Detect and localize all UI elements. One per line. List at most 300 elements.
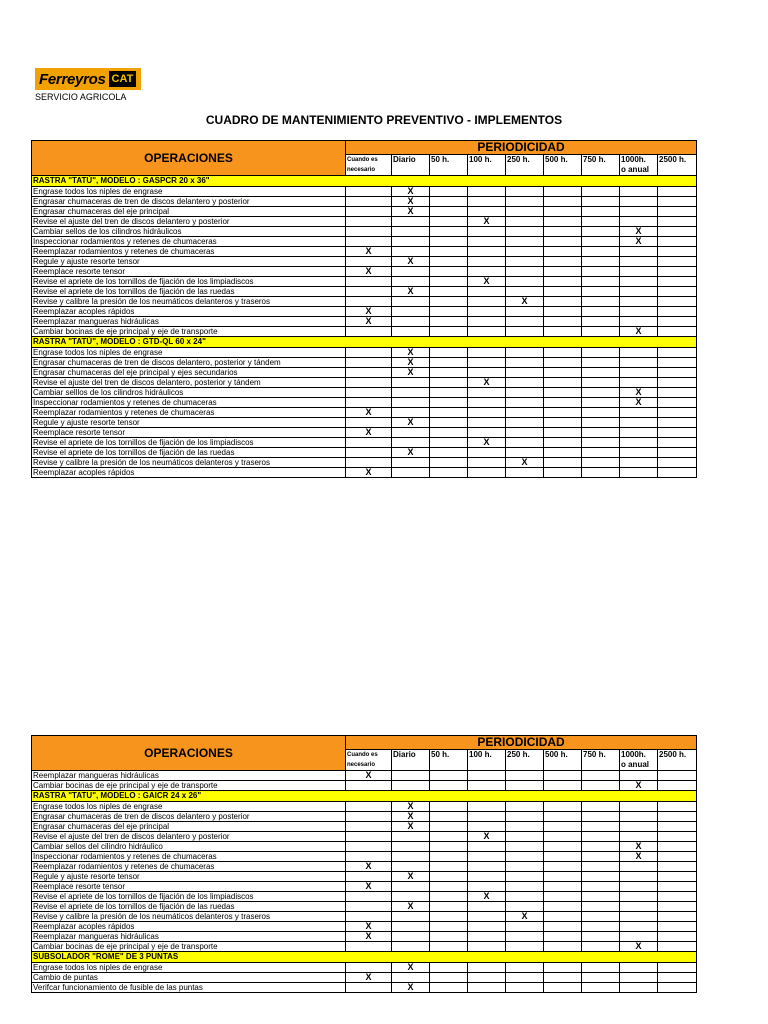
empty-cell	[346, 781, 392, 791]
empty-cell	[506, 388, 544, 398]
period-column-header: Diario	[392, 750, 430, 771]
empty-cell	[468, 307, 506, 317]
empty-cell	[430, 832, 468, 842]
empty-cell	[582, 872, 620, 882]
empty-cell	[544, 781, 582, 791]
empty-cell	[468, 458, 506, 468]
empty-cell	[620, 872, 658, 882]
table-row	[32, 408, 697, 418]
empty-cell	[582, 781, 620, 791]
empty-cell	[658, 771, 697, 781]
empty-cell	[392, 327, 430, 337]
period-label-line: 1000h.	[621, 155, 646, 164]
empty-cell	[544, 902, 582, 912]
empty-cell	[658, 942, 697, 952]
empty-cell	[430, 408, 468, 418]
empty-cell	[468, 902, 506, 912]
empty-cell	[430, 277, 468, 287]
empty-cell	[506, 287, 544, 297]
empty-cell	[544, 327, 582, 337]
empty-cell	[620, 932, 658, 942]
empty-cell	[468, 932, 506, 942]
empty-cell	[430, 842, 468, 852]
empty-cell	[346, 812, 392, 822]
empty-cell	[620, 257, 658, 267]
period-label-line: 1000h.	[621, 750, 646, 759]
empty-cell	[392, 781, 430, 791]
operation-cell: Revise el apriete de los tornillos de fijación de las ruedas	[32, 448, 346, 458]
empty-cell	[544, 812, 582, 822]
frequency-mark: X	[346, 267, 392, 277]
period-column-header: 750 h.	[582, 155, 620, 176]
empty-cell	[392, 297, 430, 307]
period-label-line: Cuando es	[347, 752, 378, 758]
operation-cell: Engrase todos los niples de engrase	[32, 963, 346, 973]
operation-cell: Reemplazar mangueras hidráulicas	[32, 317, 346, 327]
empty-cell	[582, 307, 620, 317]
period-column-header: 250 h.	[506, 750, 544, 771]
table-row	[32, 317, 697, 327]
empty-cell	[582, 398, 620, 408]
frequency-mark: X	[346, 862, 392, 872]
empty-cell	[658, 862, 697, 872]
section-title: RASTRA "TATÚ", MODELO : GTD-QL 60 x 24"	[32, 337, 697, 348]
operation-cell: Cambio de puntas	[32, 973, 346, 983]
empty-cell	[468, 317, 506, 327]
empty-cell	[582, 438, 620, 448]
empty-cell	[544, 257, 582, 267]
table-row	[32, 428, 697, 438]
empty-cell	[544, 932, 582, 942]
empty-cell	[506, 852, 544, 862]
frequency-mark: X	[392, 368, 430, 378]
empty-cell	[506, 842, 544, 852]
empty-cell	[468, 942, 506, 952]
empty-cell	[544, 398, 582, 408]
empty-cell	[582, 912, 620, 922]
empty-cell	[582, 882, 620, 892]
empty-cell	[430, 428, 468, 438]
empty-cell	[658, 832, 697, 842]
empty-cell	[582, 932, 620, 942]
empty-cell	[620, 862, 658, 872]
empty-cell	[392, 973, 430, 983]
table-row	[32, 983, 697, 993]
empty-cell	[430, 358, 468, 368]
table-row	[32, 297, 697, 307]
empty-cell	[582, 237, 620, 247]
empty-cell	[582, 187, 620, 197]
empty-cell	[544, 317, 582, 327]
empty-cell	[430, 912, 468, 922]
empty-cell	[468, 368, 506, 378]
empty-cell	[430, 932, 468, 942]
empty-cell	[346, 358, 392, 368]
frequency-mark: X	[392, 822, 430, 832]
empty-cell	[346, 983, 392, 993]
operations-header: OPERACIONES	[32, 141, 346, 176]
empty-cell	[658, 307, 697, 317]
empty-cell	[346, 227, 392, 237]
empty-cell	[620, 247, 658, 257]
empty-cell	[544, 307, 582, 317]
operation-cell: Engrasar chumaceras del eje principal	[32, 822, 346, 832]
empty-cell	[620, 812, 658, 822]
empty-cell	[620, 187, 658, 197]
operation-cell: Cambiar selllos de los cilindros hidráulicos	[32, 388, 346, 398]
empty-cell	[620, 822, 658, 832]
empty-cell	[346, 398, 392, 408]
frequency-mark: X	[392, 418, 430, 428]
empty-cell	[430, 922, 468, 932]
empty-cell	[392, 307, 430, 317]
empty-cell	[582, 227, 620, 237]
empty-cell	[468, 358, 506, 368]
empty-cell	[430, 781, 468, 791]
empty-cell	[468, 187, 506, 197]
empty-cell	[430, 297, 468, 307]
period-column-header: 100 h.	[468, 750, 506, 771]
period-column-header	[620, 750, 658, 771]
empty-cell	[620, 418, 658, 428]
empty-cell	[544, 378, 582, 388]
empty-cell	[544, 247, 582, 257]
empty-cell	[392, 408, 430, 418]
empty-cell	[430, 418, 468, 428]
empty-cell	[582, 368, 620, 378]
period-column-header	[346, 155, 392, 176]
frequency-mark: X	[392, 257, 430, 267]
empty-cell	[468, 963, 506, 973]
empty-cell	[506, 963, 544, 973]
empty-cell	[582, 207, 620, 217]
empty-cell	[658, 388, 697, 398]
empty-cell	[392, 237, 430, 247]
empty-cell	[658, 912, 697, 922]
table-row	[32, 187, 697, 197]
empty-cell	[582, 802, 620, 812]
empty-cell	[620, 882, 658, 892]
empty-cell	[468, 983, 506, 993]
empty-cell	[392, 317, 430, 327]
empty-cell	[544, 468, 582, 478]
empty-cell	[346, 842, 392, 852]
period-column-header: 2500 h.	[658, 155, 697, 176]
empty-cell	[430, 257, 468, 267]
empty-cell	[620, 217, 658, 227]
operation-cell: Inspeccionar rodamientos y retenes de chumaceras	[32, 852, 346, 862]
empty-cell	[468, 327, 506, 337]
frequency-mark: X	[346, 771, 392, 781]
empty-cell	[620, 317, 658, 327]
empty-cell	[392, 217, 430, 227]
subtitle: SERVICIO AGRICOLA	[35, 92, 127, 102]
empty-cell	[430, 438, 468, 448]
operation-cell: Cambiar bocinas de eje principal y eje de transporte	[32, 942, 346, 952]
empty-cell	[658, 872, 697, 882]
period-label-line: necesario	[347, 167, 376, 173]
empty-cell	[582, 822, 620, 832]
empty-cell	[468, 267, 506, 277]
empty-cell	[392, 862, 430, 872]
empty-cell	[658, 348, 697, 358]
empty-cell	[392, 388, 430, 398]
frequency-mark: X	[620, 327, 658, 337]
empty-cell	[658, 438, 697, 448]
table-row	[32, 398, 697, 408]
empty-cell	[346, 237, 392, 247]
empty-cell	[506, 428, 544, 438]
frequency-mark: X	[620, 852, 658, 862]
empty-cell	[430, 187, 468, 197]
frequency-mark: X	[506, 912, 544, 922]
empty-cell	[620, 902, 658, 912]
empty-cell	[506, 398, 544, 408]
table-row	[32, 358, 697, 368]
empty-cell	[582, 942, 620, 952]
empty-cell	[392, 428, 430, 438]
period-column-header: 100 h.	[468, 155, 506, 176]
empty-cell	[468, 842, 506, 852]
empty-cell	[544, 287, 582, 297]
empty-cell	[468, 862, 506, 872]
empty-cell	[392, 842, 430, 852]
empty-cell	[544, 912, 582, 922]
period-column-header	[346, 750, 392, 771]
empty-cell	[468, 408, 506, 418]
operation-cell: Reemplace resorte tensor	[32, 267, 346, 277]
empty-cell	[392, 942, 430, 952]
empty-cell	[346, 207, 392, 217]
empty-cell	[620, 802, 658, 812]
empty-cell	[392, 932, 430, 942]
table-row	[32, 922, 697, 932]
empty-cell	[468, 227, 506, 237]
operation-cell: Cambiar bocinas de eje principal y eje de transporte	[32, 781, 346, 791]
empty-cell	[658, 358, 697, 368]
empty-cell	[468, 973, 506, 983]
frequency-mark: X	[468, 832, 506, 842]
empty-cell	[468, 771, 506, 781]
operation-cell: Engrasar chumaceras de tren de discos delantero, posterior y tándem	[32, 358, 346, 368]
empty-cell	[506, 307, 544, 317]
frequency-mark: X	[506, 458, 544, 468]
empty-cell	[346, 438, 392, 448]
period-column-header: 2500 h.	[658, 750, 697, 771]
empty-cell	[392, 468, 430, 478]
empty-cell	[620, 832, 658, 842]
operation-cell: Revise el apriete de los tornillos de fijación de las ruedas	[32, 287, 346, 297]
empty-cell	[658, 922, 697, 932]
period-column-header: 250 h.	[506, 155, 544, 176]
empty-cell	[658, 378, 697, 388]
empty-cell	[506, 932, 544, 942]
period-column-header: Diario	[392, 155, 430, 176]
empty-cell	[544, 388, 582, 398]
empty-cell	[506, 922, 544, 932]
empty-cell	[506, 207, 544, 217]
empty-cell	[430, 327, 468, 337]
empty-cell	[430, 317, 468, 327]
empty-cell	[658, 187, 697, 197]
empty-cell	[544, 237, 582, 247]
frequency-mark: X	[392, 207, 430, 217]
empty-cell	[430, 348, 468, 358]
empty-cell	[620, 277, 658, 287]
empty-cell	[544, 448, 582, 458]
table-row	[32, 418, 697, 428]
frequency-mark: X	[346, 428, 392, 438]
frequency-mark: X	[392, 187, 430, 197]
empty-cell	[346, 378, 392, 388]
empty-cell	[658, 812, 697, 822]
section-title: RASTRA "TATU", MODELO : GAICR 24 x 26"	[32, 791, 697, 802]
empty-cell	[506, 882, 544, 892]
empty-cell	[430, 237, 468, 247]
empty-cell	[392, 227, 430, 237]
empty-cell	[658, 398, 697, 408]
frequency-mark: X	[392, 872, 430, 882]
empty-cell	[506, 942, 544, 952]
frequency-mark: X	[346, 973, 392, 983]
empty-cell	[658, 842, 697, 852]
empty-cell	[544, 197, 582, 207]
frequency-mark: X	[346, 317, 392, 327]
empty-cell	[430, 812, 468, 822]
empty-cell	[430, 287, 468, 297]
period-column-header: 750 h.	[582, 750, 620, 771]
empty-cell	[544, 368, 582, 378]
frequency-mark: X	[620, 781, 658, 791]
table-row	[32, 771, 697, 781]
table-row	[32, 267, 697, 277]
empty-cell	[430, 963, 468, 973]
operation-cell: Reemplazar acoples rápidos	[32, 922, 346, 932]
period-label-line: Cuando es	[347, 157, 378, 163]
table-row	[32, 348, 697, 358]
frequency-mark: X	[392, 812, 430, 822]
frequency-mark: X	[346, 307, 392, 317]
empty-cell	[506, 892, 544, 902]
operation-cell: Regule y ajuste resorte tensor	[32, 257, 346, 267]
empty-cell	[582, 448, 620, 458]
empty-cell	[468, 197, 506, 207]
empty-cell	[392, 458, 430, 468]
operation-cell: Reemplazar mangueras hidráulicas	[32, 771, 346, 781]
empty-cell	[544, 882, 582, 892]
period-column-header: 50 h.	[430, 155, 468, 176]
empty-cell	[468, 812, 506, 822]
empty-cell	[582, 983, 620, 993]
empty-cell	[392, 832, 430, 842]
operation-cell: Cambiar sellos del cilindro hidráulico	[32, 842, 346, 852]
empty-cell	[346, 872, 392, 882]
empty-cell	[506, 973, 544, 983]
empty-cell	[468, 822, 506, 832]
empty-cell	[430, 267, 468, 277]
empty-cell	[582, 428, 620, 438]
table-row	[32, 368, 697, 378]
frequency-mark: X	[468, 277, 506, 287]
table-row	[32, 973, 697, 983]
empty-cell	[544, 358, 582, 368]
logo-cat: CAT	[109, 71, 137, 87]
operation-cell: Engrase todos los niples de engrase	[32, 802, 346, 812]
empty-cell	[582, 832, 620, 842]
empty-cell	[582, 197, 620, 207]
periodicity-header: PERIODICIDAD	[346, 736, 697, 750]
empty-cell	[392, 438, 430, 448]
empty-cell	[658, 882, 697, 892]
table-row	[32, 438, 697, 448]
empty-cell	[346, 187, 392, 197]
empty-cell	[506, 418, 544, 428]
empty-cell	[468, 348, 506, 358]
empty-cell	[582, 277, 620, 287]
empty-cell	[468, 912, 506, 922]
period-column-header: 500 h.	[544, 750, 582, 771]
empty-cell	[346, 458, 392, 468]
empty-cell	[544, 187, 582, 197]
page-title: CUADRO DE MANTENIMIENTO PREVENTIVO - IMPLEMENTOS	[205, 113, 563, 127]
empty-cell	[430, 247, 468, 257]
empty-cell	[620, 448, 658, 458]
empty-cell	[658, 802, 697, 812]
empty-cell	[658, 468, 697, 478]
periodicity-header: PERIODICIDAD	[346, 141, 697, 155]
empty-cell	[506, 378, 544, 388]
empty-cell	[582, 862, 620, 872]
frequency-mark: X	[392, 358, 430, 368]
table-row	[32, 832, 697, 842]
operation-cell: Revise el ajuste del tren de discos delantero y posterior	[32, 217, 346, 227]
empty-cell	[430, 378, 468, 388]
empty-cell	[582, 378, 620, 388]
empty-cell	[430, 973, 468, 983]
empty-cell	[468, 448, 506, 458]
empty-cell	[658, 822, 697, 832]
empty-cell	[346, 963, 392, 973]
empty-cell	[346, 257, 392, 267]
table-row	[32, 247, 697, 257]
empty-cell	[430, 802, 468, 812]
frequency-mark: X	[620, 842, 658, 852]
frequency-mark: X	[392, 802, 430, 812]
table-row	[32, 197, 697, 207]
maintenance-table	[31, 140, 697, 478]
table-row	[32, 227, 697, 237]
table-row	[32, 257, 697, 267]
empty-cell	[620, 197, 658, 207]
section-title: RASTRA "TATÚ", MODELO : GASPCR 20 x 36"	[32, 176, 697, 187]
empty-cell	[506, 277, 544, 287]
empty-cell	[582, 267, 620, 277]
empty-cell	[620, 297, 658, 307]
empty-cell	[430, 458, 468, 468]
operation-cell: Cambiar sellos de los cilindros hidráulicos	[32, 227, 346, 237]
empty-cell	[346, 388, 392, 398]
empty-cell	[506, 872, 544, 882]
frequency-mark: X	[620, 388, 658, 398]
empty-cell	[620, 408, 658, 418]
table-row	[32, 802, 697, 812]
empty-cell	[658, 448, 697, 458]
empty-cell	[506, 812, 544, 822]
empty-cell	[430, 872, 468, 882]
empty-cell	[620, 458, 658, 468]
operation-cell: Revise el apriete de los tornillos de fijación de las ruedas	[32, 902, 346, 912]
empty-cell	[658, 207, 697, 217]
